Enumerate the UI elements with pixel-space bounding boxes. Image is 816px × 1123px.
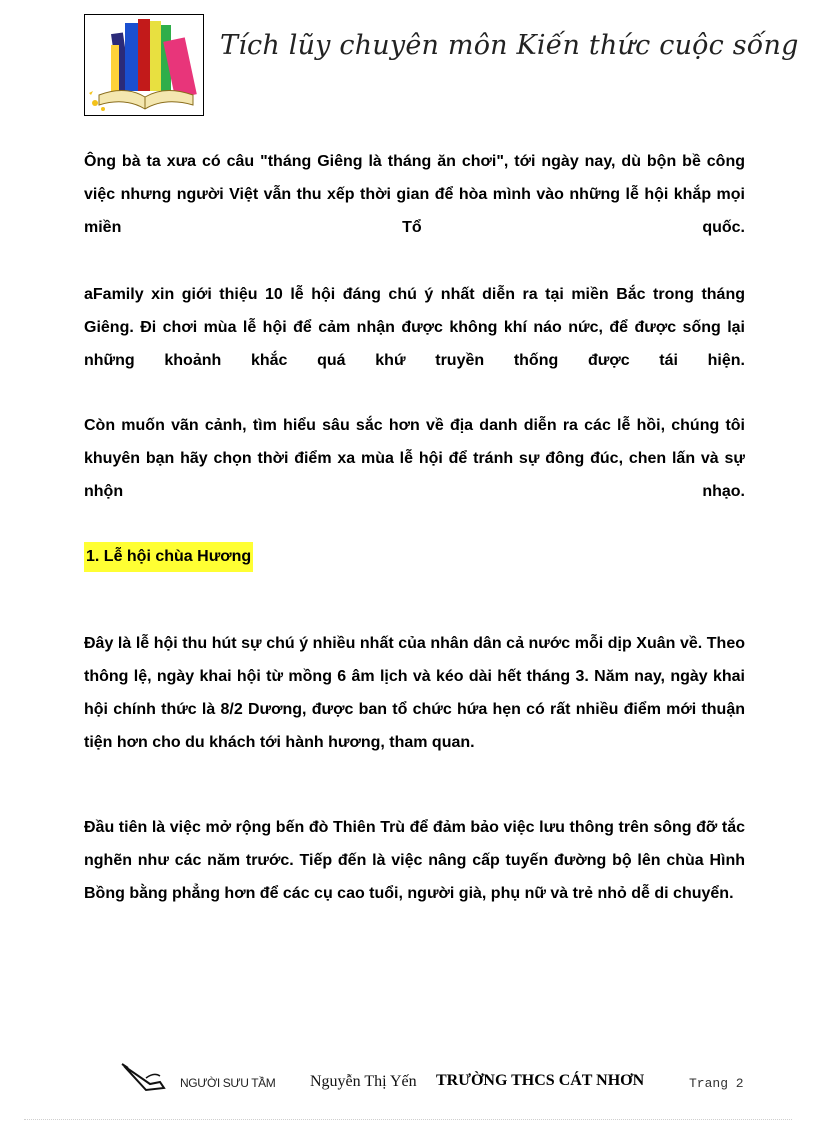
page-number: Trang 2 (689, 1076, 744, 1091)
page-footer (0, 1066, 816, 1096)
page-header-title: Tích lũy chuyên môn Kiến thức cuộc sống (220, 30, 799, 61)
author-name: Nguyễn Thị Yến (310, 1073, 417, 1090)
bottom-divider (24, 1119, 792, 1120)
books-icon (85, 15, 203, 115)
section-paragraph: Đây là lễ hội thu hút sự chú ý nhiều nhất của nhân dân cả nước mỗi dịp Xuân về. Theo thông lệ, ngày khai hội từ mồng 6 âm lịch và kéo dài hết tháng 3. Năm nay, ngày khai hội chính thức là 8/2 Dương, được ban tổ chức hứa hẹn có rất nhiều điểm mới thuận tiện hơn cho du khách tới hành hương, tham quan. (84, 635, 745, 751)
section-heading: 1. Lễ hội chùa Hương (84, 542, 253, 572)
collector-label: NGƯỜI SƯU TẦM (180, 1076, 276, 1090)
school-name: TRƯỜNG THCS CÁT NHƠN (436, 1072, 645, 1089)
books-logo (84, 14, 204, 116)
intro-paragraph: aFamily xin giới thiệu 10 lễ hội đáng chú ý nhất diễn ra tại miền Bắc trong tháng Giêng. Đi chơi mùa lễ hội để cảm nhận được không khí náo nức, để được sống lại những khoảnh khắc quá khứ truyền thống được tái hiện. (84, 286, 745, 369)
section-paragraph: Đầu tiên là việc mở rộng bến đò Thiên Trù để đảm bảo việc lưu thông trên sông đỡ tắc nghẽn như các năm trước. Tiếp đến là việc nâng cấp tuyến đường bộ lên chùa Hình Bồng bằng phẳng hơn để các cụ cao tuổi, người già, phụ nữ và trẻ nhỏ dễ di chuyển. (84, 819, 745, 902)
writing-hand-icon (120, 1062, 168, 1092)
intro-paragraph: Ông bà ta xưa có câu "tháng Giêng là tháng ăn chơi", tới ngày nay, dù bộn bề công việc nhưng người Việt vẫn thu xếp thời gian để hòa mình vào những lễ hội khắp mọi miền Tổ quốc. (84, 153, 745, 236)
intro-paragraph: Còn muốn vãn cảnh, tìm hiểu sâu sắc hơn về địa danh diễn ra các lễ hồi, chúng tôi khuyên bạn hãy chọn thời điểm xa mùa lễ hội để tránh sự đông đúc, chen lấn và sự nhộn nhạo. (84, 417, 745, 500)
